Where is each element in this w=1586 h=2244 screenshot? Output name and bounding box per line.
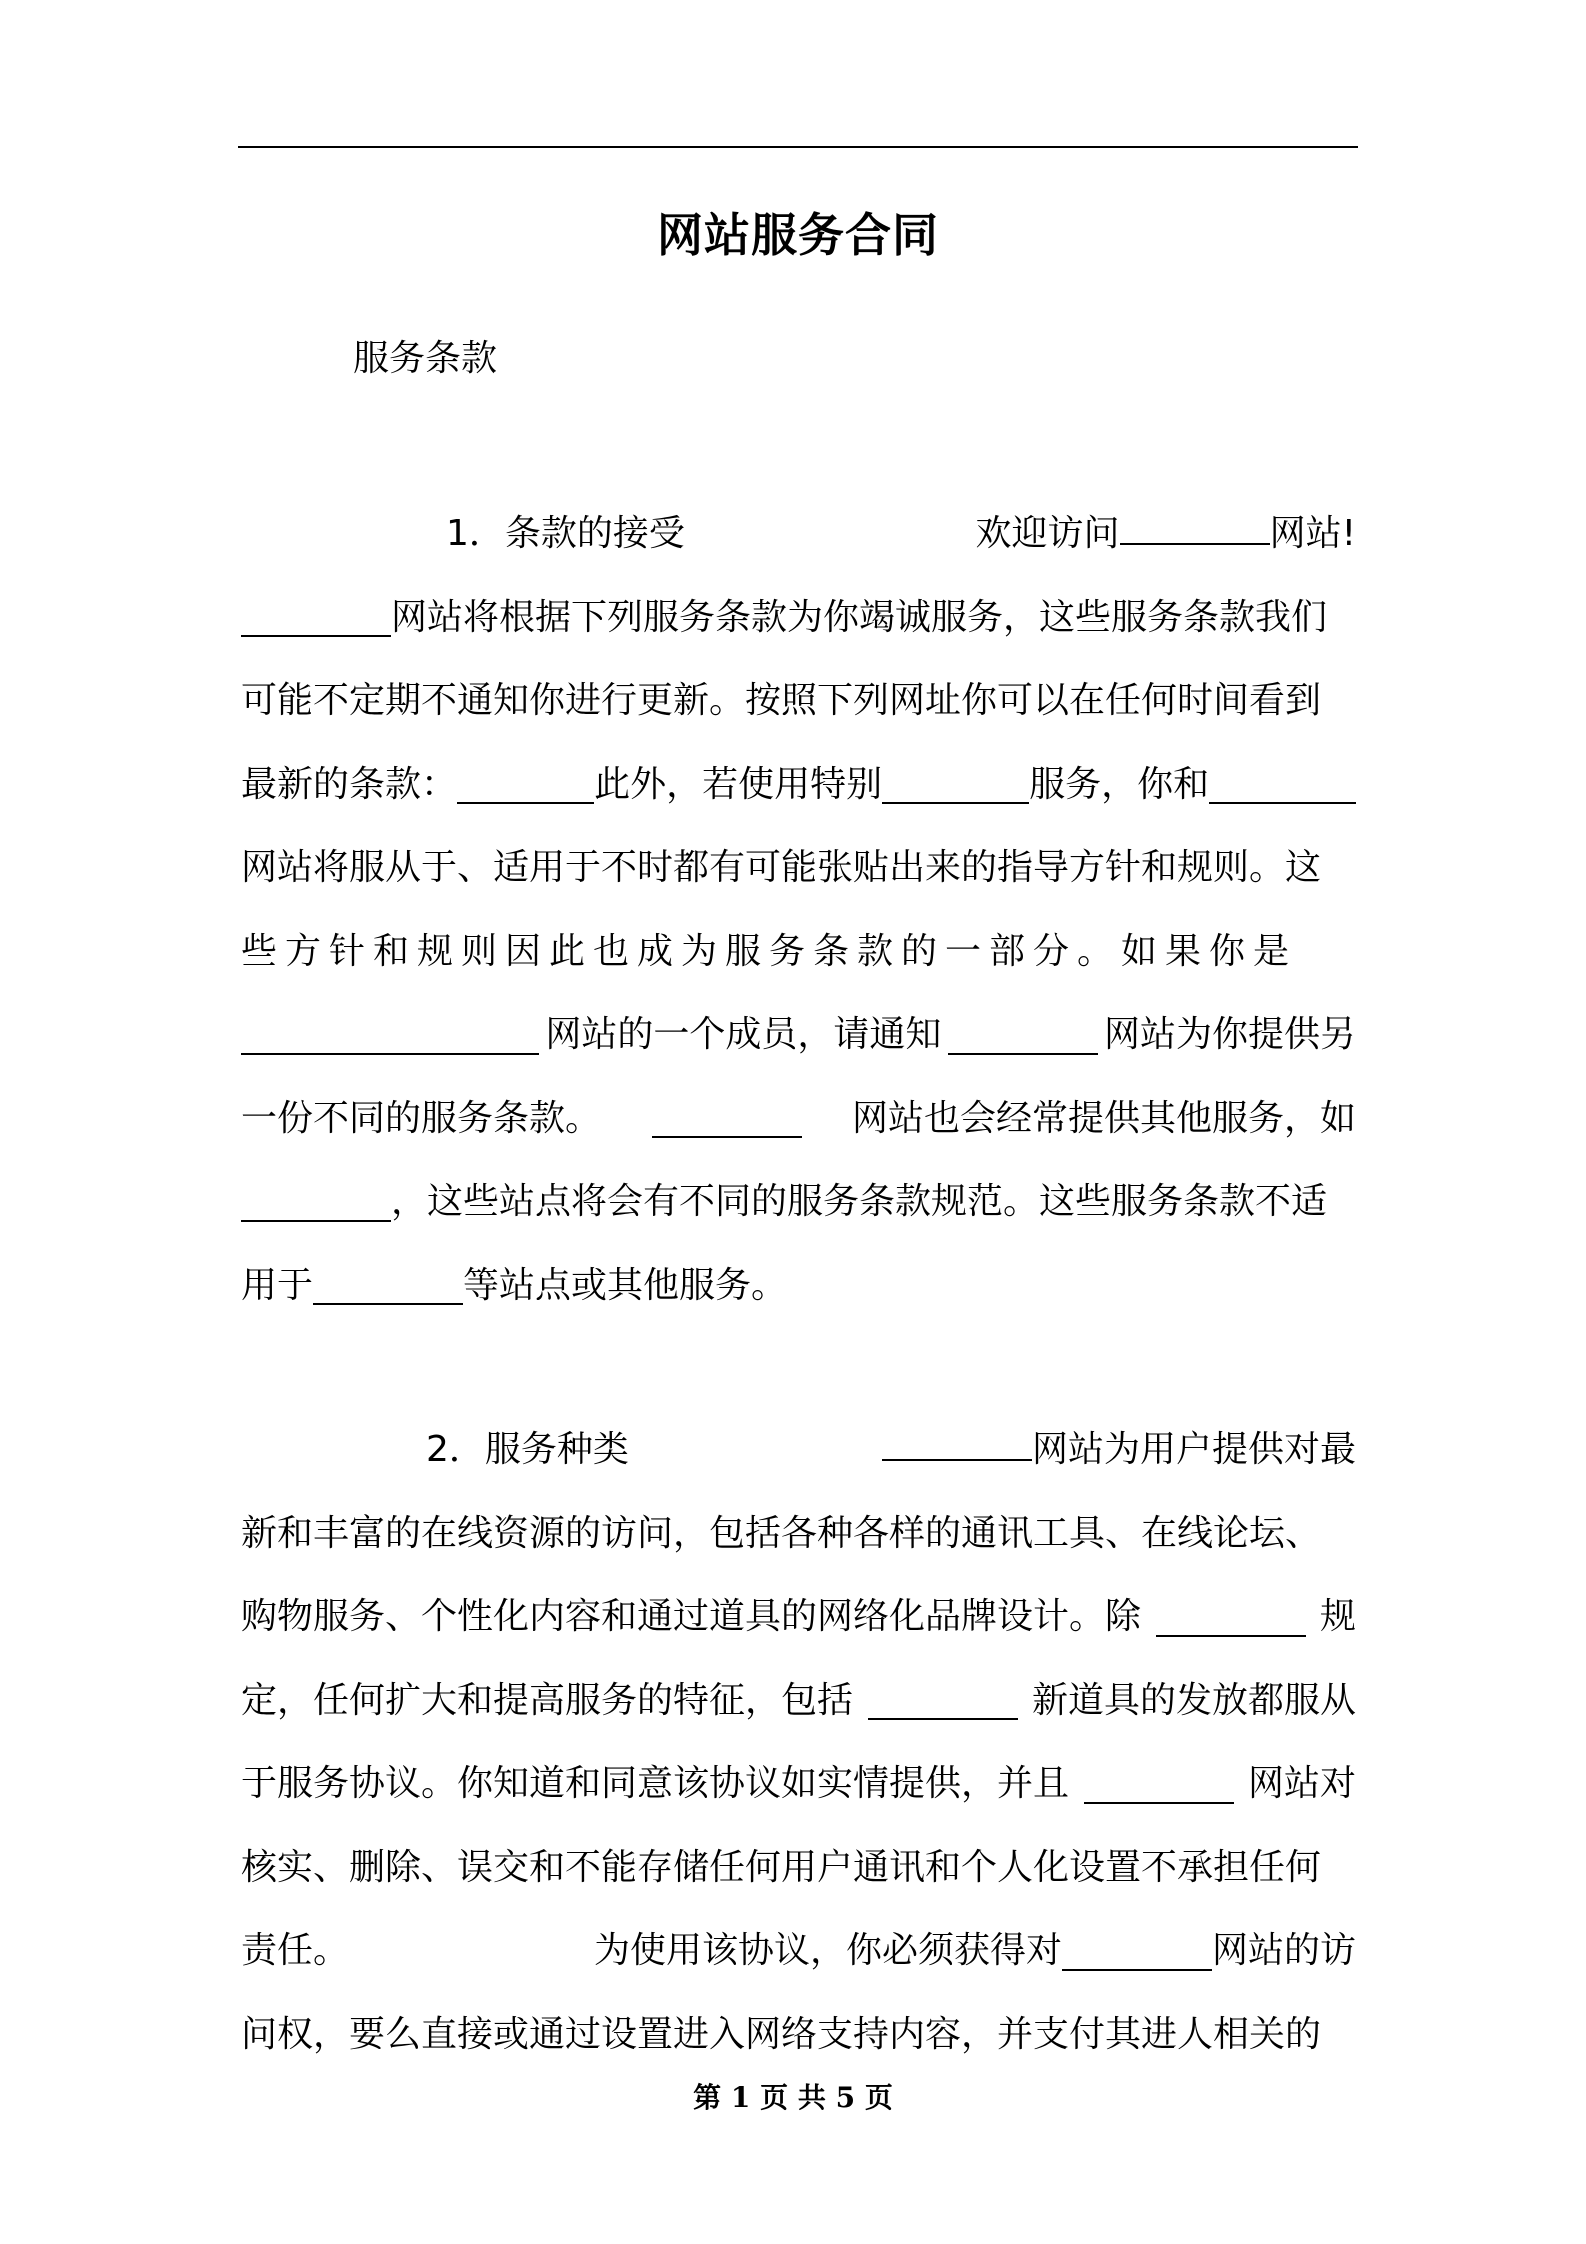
text-segment: 网站! — [1269, 513, 1356, 554]
text-line — [241, 1575, 1356, 1659]
text-segment: ，这些站点将会有不同的服务条款规范。这些服务条款不适 — [391, 1181, 1328, 1222]
text-segment: 购物服务、个性化内容和通过道具的网络化品牌设计。除 — [241, 1596, 1142, 1637]
text-line — [241, 1659, 1356, 1743]
blank-line — [241, 1015, 539, 1055]
blank-line — [241, 597, 391, 637]
text-segment: 网站也会经常提供其他服务，如 — [851, 1097, 1356, 1139]
blank-line — [882, 1421, 1032, 1461]
blank-line — [313, 1265, 463, 1305]
text-line: 网站将服从于、适用于不时都有可能张贴出来的指导方针和规则。这 — [241, 847, 1322, 888]
text-line — [241, 576, 1356, 660]
blank-line — [1062, 1931, 1212, 1971]
text-line — [241, 1160, 1356, 1244]
blank-line — [241, 1182, 391, 1222]
blank-line — [868, 1680, 1018, 1720]
blank-line — [652, 1098, 802, 1138]
text-segment: 规 — [1319, 1596, 1356, 1637]
text-line — [241, 1244, 1356, 1328]
blank-line — [1209, 764, 1356, 804]
text-segment: 最新的条款： — [241, 763, 458, 805]
text-line: 新和丰富的在线资源的访问，包括各种各样的通讯工具、在线论坛、 — [241, 1512, 1322, 1554]
clause-2-title: 2．服务种类 — [426, 1429, 629, 1470]
text-segment: 于服务协议。你知道和同意该协议如实情提供，并且 — [241, 1763, 1070, 1804]
clause-1-paragraph — [241, 492, 1356, 1327]
text-segment: 为使用该协议，你必须获得对 — [593, 1930, 1062, 1971]
text-line: 问权，要么直接或通过设置进入网络支持内容，并支付其进人相关的 — [241, 2013, 1322, 2055]
text-segment: 服务，你和 — [1029, 763, 1210, 805]
text-segment: 网站的一个成员，请通知 — [545, 1014, 942, 1055]
text-segment: 此外，若使用特别 — [594, 763, 883, 805]
blank-line — [948, 1015, 1098, 1055]
document-title: 网站服务合同 — [657, 208, 939, 262]
text-segment: 等站点或其他服务。 — [463, 1264, 788, 1306]
blank-line — [1084, 1764, 1234, 1804]
text-line — [241, 743, 1356, 827]
text-segment: 网站对 — [1247, 1763, 1356, 1804]
text-line: 核实、删除、误交和不能存储任何用户通讯和个人化设置不承担任何 — [241, 1846, 1322, 1888]
blank-line — [1156, 1597, 1306, 1637]
blank-line — [1120, 505, 1270, 545]
text-segment: 网站为你提供另 — [1103, 1014, 1356, 1055]
text-segment: 新道具的发放都服从 — [1031, 1679, 1356, 1721]
text-line — [241, 1742, 1356, 1826]
text-line: 些方针和规则因此也成为服务条款的一部分。如果你是 — [241, 930, 1298, 972]
header-rule — [238, 146, 1358, 148]
blank-line — [882, 764, 1029, 804]
text-segment: 网站为用户提供对最 — [1031, 1429, 1356, 1470]
section-heading: 服务条款 — [353, 338, 498, 379]
text-line — [241, 1909, 1356, 1993]
text-line — [241, 1408, 1356, 1492]
text-line: 可能不定期不通知你进行更新。按照下列网址你可以在任何时间看到 — [241, 680, 1322, 721]
text-segment: 用于 — [241, 1264, 314, 1306]
blank-line — [457, 764, 594, 804]
text-segment: 网站的访 — [1211, 1930, 1356, 1971]
clause-1-title: 1．条款的接受 — [446, 513, 685, 554]
text-segment: 网站将根据下列服务条款为你竭诚服务，这些服务条款我们 — [391, 596, 1328, 638]
text-segment: 定，任何扩大和提高服务的特征，包括 — [241, 1679, 854, 1721]
clause-2-paragraph — [241, 1408, 1356, 2076]
text-segment: 欢迎访问 — [975, 513, 1120, 554]
text-segment: 责任。 — [241, 1930, 350, 1971]
text-segment: 一份不同的服务条款。 — [241, 1097, 602, 1139]
text-line — [241, 492, 1356, 576]
page-number: 第 1 页 共 5 页 — [693, 2081, 893, 2114]
text-line — [241, 1077, 1356, 1161]
text-line — [241, 993, 1356, 1077]
